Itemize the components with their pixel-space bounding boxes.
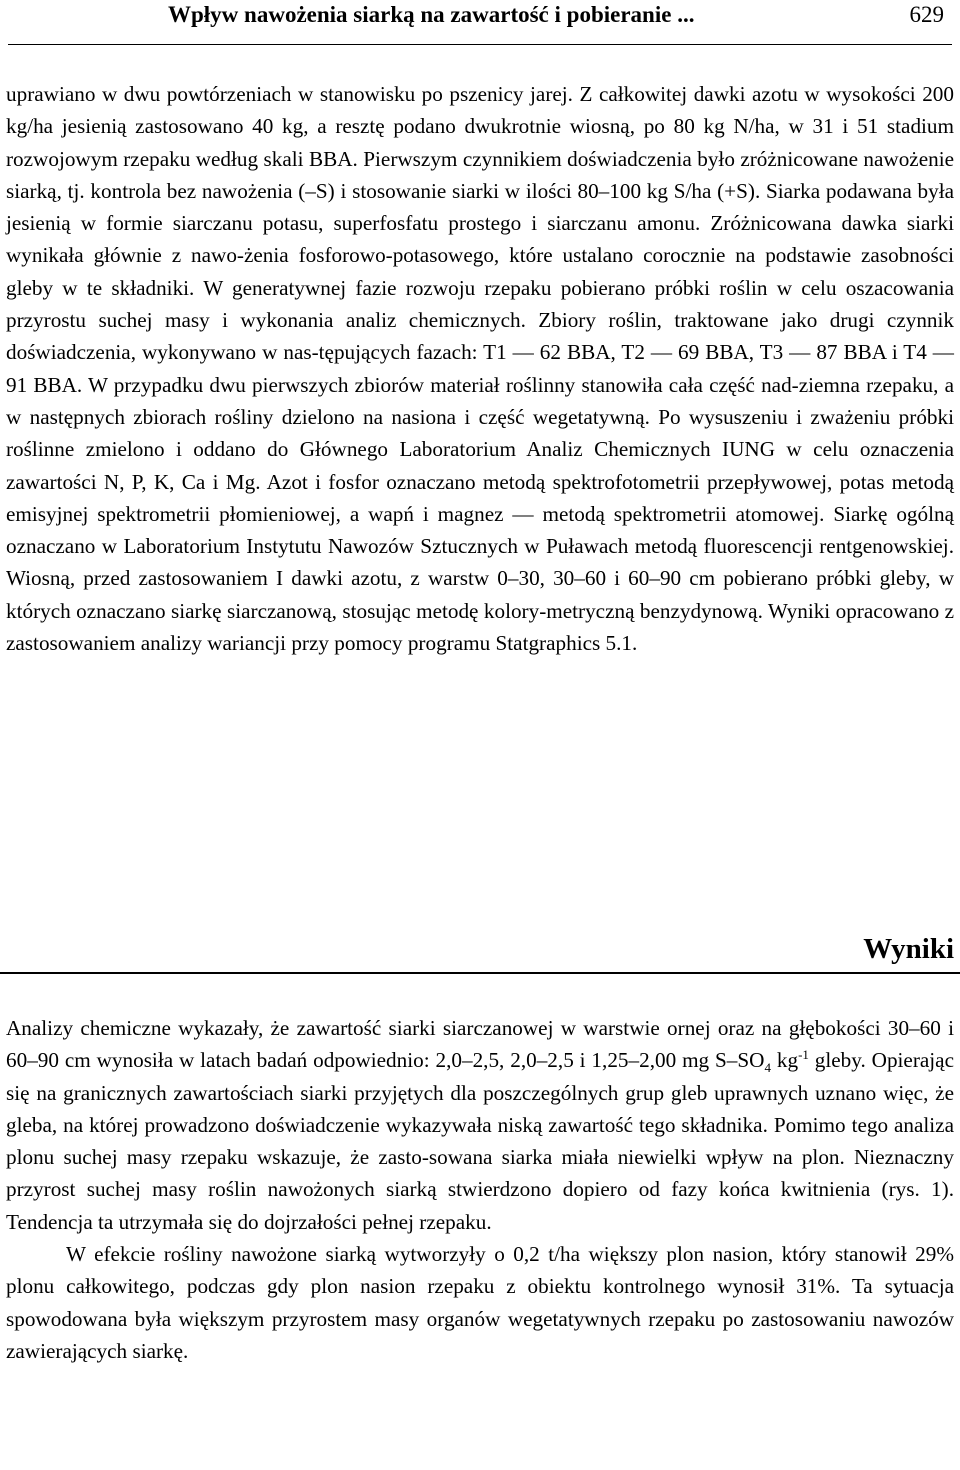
results-text [6, 1012, 954, 1367]
results-paragraph-2: W efekcie rośliny nawożone siarką wytworzyły o 0,2 t/ha większy plon nasion, który stanowił 29% plonu całkowitego, podczas gdy plon nasion rzepaku z obiektu kontrolnego wynosił 31%. Ta sytuacja spowodowana była większym przyrostem masy organów wegetatywnych rzepaku po zastosowaniu nawozów zawierających siarkę. [6, 1242, 954, 1363]
methods-paragraph: uprawiano w dwu powtórzeniach w stanowisku po pszenicy jarej. Z całkowitej dawki azotu w wysokości 200 kg/ha jesienią zastosowano 40 kg, a resztę podano dwukrotnie wiosną, po 80 kg N/ha, w 31 i 51 stadium rozwojowym rzepaku według skali BBA. Pierwszym czynnikiem doświadczenia było zróżnicowane nawożenie siarką, tj. kontrola bez nawożenia (–S) i stosowanie siarki w ilości 80–100 kg S/ha (+S). Siarka podawana była jesienią w formie siarczanu potasu, superfosfatu prostego i siarczanu amonu. Zróżnicowana dawka siarki wynikała głównie z nawo-żenia fosforowo-potasowego, które ustalano corocznie na podstawie zasobności gleby w te składniki. W generatywnej fazie rozwoju rzepaku pobierano próbki roślin w celu oszacowania przyrostu suchej masy i wykonania analiz chemicznych. Zbiory roślin, traktowane jako drugi czynnik doświadczenia, wykonywano w nas-tępujących fazach: T1 — 62 BBA, T2 — 69 BBA, T3 — 87 BBA i T4 — 91 BBA. W przypadku dwu pierwszych zbiorów materiał roślinny stanowiła cała część nad-ziemna rzepaku, a w następnych zbiorach rośliny dzielono na nasiona i część wegetatywną. Po wysuszeniu i zważeniu próbki roślinne zmielono i oddano do Głównego Laboratorium Analiz Chemicznych IUNG w celu oznaczenia zawartości N, P, K, Ca i Mg. Azot i fosfor oznaczano metodą spektrofotometrii przepływowej, potas metodą emisyjnej spektrometrii płomieniowej, a wapń i magnez — metodą spektrometrii atomowej. Siarkę ogólną oznaczano w Laboratorium Instytutu Nawozów Sztucznych w Puławach metodą fluorescencji rentgenowskiej. Wiosną, przed zastosowaniem I dawki azotu, z warstw 0–30, 30–60 i 60–90 cm pobierano próbki gleby, w których oznaczano siarkę siarczanową, stosując metodę kolory-metryczną benzydynową. Wyniki opracowano z zastosowaniem analizy wariancji przy pomocy programu Statgraphics 5.1. [6, 82, 954, 656]
running-title: Wpływ nawożenia siarką na zawartość i pobieranie ... [168, 2, 695, 27]
section-heading-results: Wyniki [863, 933, 954, 965]
running-header [8, 0, 952, 45]
sulfate-subscript: 4 [764, 1060, 771, 1076]
unit-superscript: -1 [798, 1047, 809, 1063]
results-paragraph-1 [6, 1012, 954, 1238]
results-p1-part3: gleby. Opierając się na granicznych zawartościach siarki przyjętych dla poszczególnych grup gleb uprawnych uznano więc, że gleba, na której prowadzono doświadczenie wykazywała niską zawartość tego składnika. Pomimo tego analiza plonu suchej masy rzepaku wskazuje, że zasto-sowana siarka miała niewielki wpływ na plon. Nieznaczny przyrost suchej masy roślin nawożonych siarką stwierdzono dopiero od fazy końca kwitnienia (rys. 1). Tendencja ta utrzymała się do dojrzałości pełnej rzepaku. [6, 1048, 954, 1234]
section-heading-rule [0, 918, 960, 974]
methods-text [6, 78, 954, 659]
results-p1-part1: Analizy chemiczne wykazały, że zawartość siarki siarczanowej w warstwie ornej oraz na głębokości 30–60 i 60–90 cm wynosiła w latach badań odpowiednio: 2,0–2,5, 2,0–2,5 i 1,25–2,00 mg S–SO [6, 1016, 954, 1073]
page-number: 629 [909, 2, 944, 27]
results-p1-part2: kg [770, 1048, 799, 1073]
